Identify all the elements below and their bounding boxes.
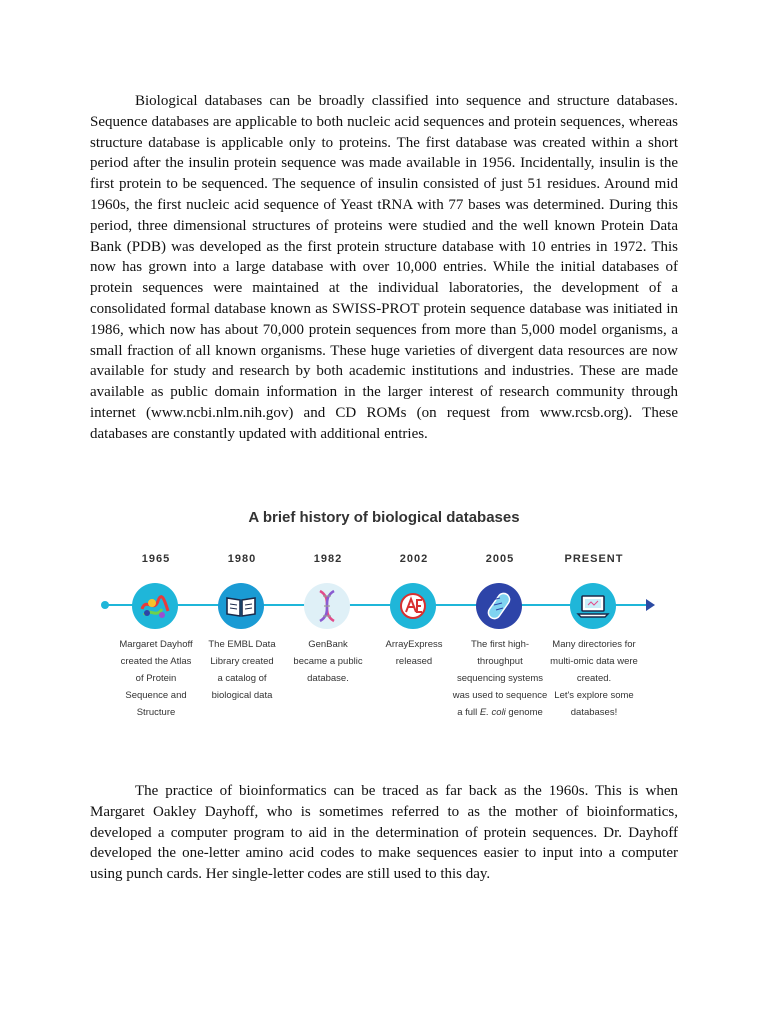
timeline-description: The first high- throughput sequencing systems was used to sequence a full E. coli genome [452, 639, 548, 718]
timeline-line [104, 604, 649, 606]
arrayexpress-logo-icon [390, 583, 436, 629]
timeline-year: 1982 [313, 553, 343, 565]
timeline-description: The EMBL Data Library created a catalog of biological data [208, 639, 276, 701]
paragraph-biological-databases: Biological databases can be broadly classified into sequence and structure databases. Sequence databases are applicable to both nucleic acid sequences and protein sequences, whereas structure database is applicable only to proteins. The first database was created within a short period after the insulin protein sequence was made available in 1956. Incidentally, insulin is the first protein to be sequenced. The sequence of insulin consisted of just 51 residues. Around mid 1960s, the first nucleic acid sequence of Yeast tRNA with 77 bases was determined. During this period, three dimensional structures of proteins were studied and the well known Protein Data Bank (PDB) was developed as the first protein structure database with 10 entries in 1972. This now has grown into a large database with over 10,000 entries. While the initial databases of protein sequences were maintained at the individual laboratories, the development of a consolidated formal database known as SWISS-PROT protein sequence database was initiated in 1986, which now has about 70,000 protein sequences from more than 5,000 model organisms, a small fraction of all known organisms. These huge varieties of divergent data resources are now available for study and research by both academic institutions and industries. These are made available as public domain information in the larger interest of research community through internet (www.ncbi.nlm.nih.gov) and CD ROMs (on request from www.rcsb.org). These databases are constantly updated with additional entries. [90, 93, 678, 442]
timeline-title: A brief history of biological databases [248, 509, 520, 526]
laptop-icon [570, 583, 616, 629]
timeline-year: 2005 [485, 553, 515, 565]
paragraph-bioinformatics-history: The practice of bioinformatics can be traced as far back as the 1960s. This is when Margaret Oakley Dayhoff, who is sometimes referred to as the mother of bioinformatics, developed a computer program to aid in the determination of protein sequences. Dr. Dayhoff developed the one-letter amino acid codes to make sequences easier to input into a computer using punch cards. Her single-letter codes are still used to this day. [90, 783, 678, 883]
dna-icon [304, 583, 350, 629]
timeline-description: ArrayExpress released [385, 639, 443, 667]
timeline-description: Many directories for multi-omic data were created. Let's explore some databases! [550, 639, 638, 718]
protein-structure-icon [132, 583, 178, 629]
timeline-arrow-icon [646, 599, 655, 611]
timeline-description: GenBank became a public database. [293, 639, 363, 684]
timeline-year: 1980 [227, 553, 257, 565]
timeline-start-dot [101, 601, 109, 609]
timeline-year: 1965 [141, 553, 171, 565]
bacterium-icon [476, 583, 522, 629]
timeline-description: Margaret Dayhoff created the Atlas of Protein Sequence and Structure [119, 639, 193, 718]
timeline-figure [96, 500, 672, 730]
timeline-year: 2002 [399, 553, 429, 565]
timeline-year: PRESENT [564, 553, 624, 565]
book-icon [218, 583, 264, 629]
